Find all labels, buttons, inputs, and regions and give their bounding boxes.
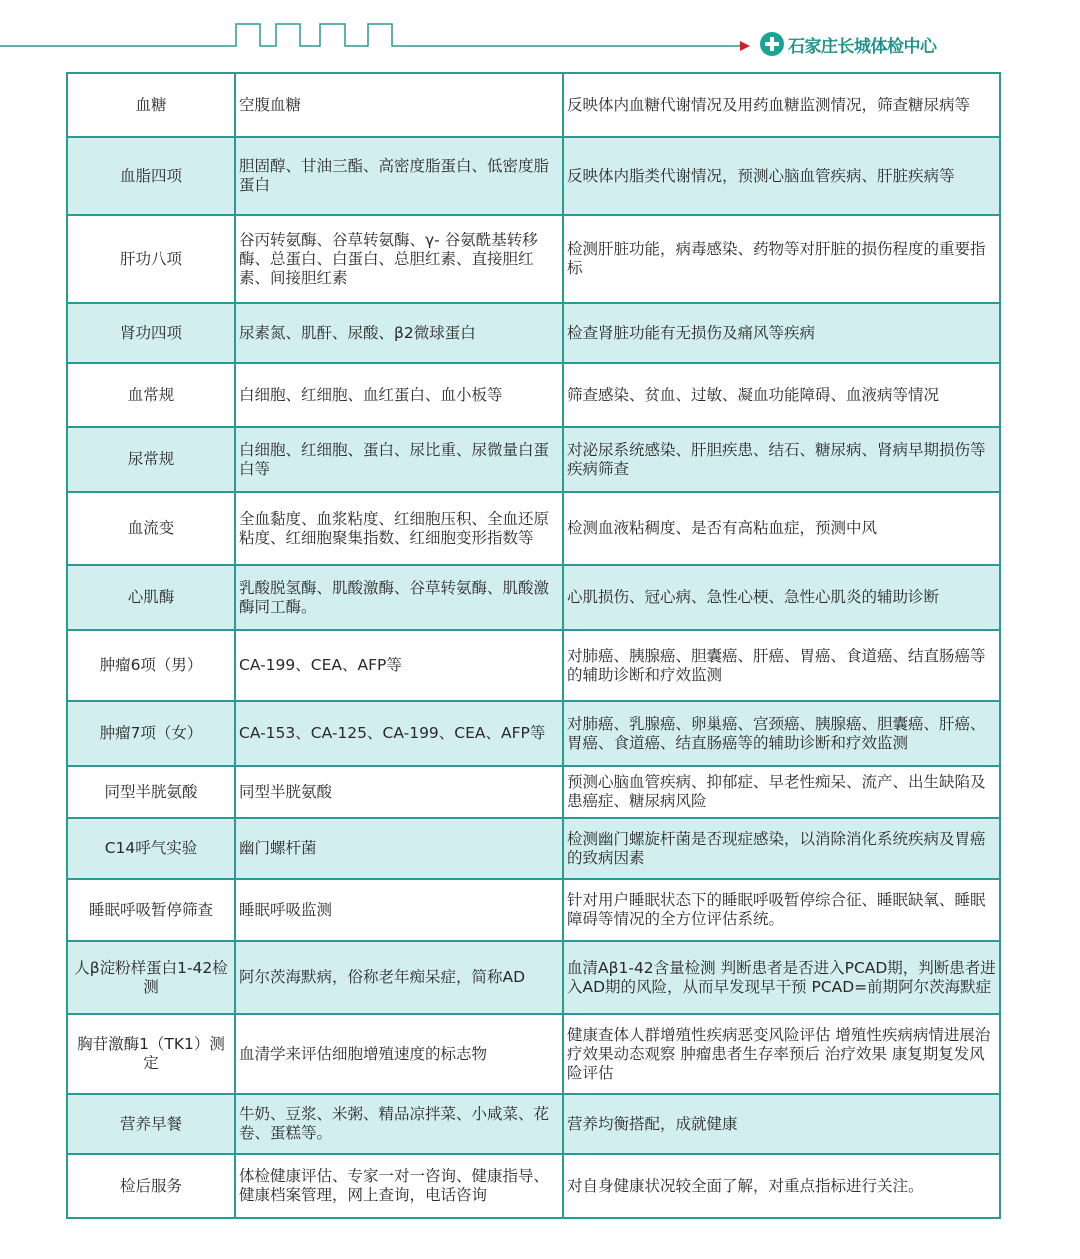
item-name: 肿瘤6项（男） [67,630,235,701]
item-name: 血脂四项 [67,137,235,215]
item-name: 肿瘤7项（女） [67,701,235,766]
item-content: 胆固醇、甘油三酯、高密度脂蛋白、低密度脂蛋白 [235,137,563,215]
header-arrow-icon [740,41,750,51]
item-purpose: 预测心脑血管疾病、抑郁症、早老性痴呆、流产、出生缺陷及患癌症、糖尿病风险 [563,766,1000,818]
exam-items-table [66,72,1001,1219]
item-purpose: 对泌尿系统感染、肝胆疾患、结石、糖尿病、肾病早期损伤等疾病筛查 [563,427,1000,492]
medical-cross-icon [760,32,784,56]
item-content: CA-199、CEA、AFP等 [235,630,563,701]
item-content: 睡眠呼吸监测 [235,879,563,941]
item-purpose: 针对用户睡眠状态下的睡眠呼吸暂停综合征、睡眠缺氧、睡眠障碍等情况的全方位评估系统。 [563,879,1000,941]
item-content: 乳酸脱氢酶、肌酸激酶、谷草转氨酶、肌酸激酶同工酶。 [235,565,563,630]
item-name: 肝功八项 [67,215,235,303]
item-purpose: 心肌损伤、冠心病、急性心梗、急性心肌炎的辅助诊断 [563,565,1000,630]
brand-logo [760,30,937,58]
item-content: 血清学来评估细胞增殖速度的标志物 [235,1014,563,1094]
item-content: 幽门螺杆菌 [235,818,563,879]
item-content: CA-153、CA-125、CA-199、CEA、AFP等 [235,701,563,766]
item-content: 谷丙转氨酶、谷草转氨酶、γ- 谷氨酰基转移酶、总蛋白、白蛋白、总胆红素、直接胆红素、间接胆红素 [235,215,563,303]
item-purpose: 反映体内血糖代谢情况及用药血糖监测情况，筛查糖尿病等 [563,73,1000,137]
item-purpose: 检测肝脏功能，病毒感染、药物等对肝脏的损伤程度的重要指标 [563,215,1000,303]
item-name: 血常规 [67,363,235,427]
item-content: 白细胞、红细胞、蛋白、尿比重、尿微量白蛋白等 [235,427,563,492]
item-content: 全血黏度、血浆粘度、红细胞压积、全血还原粘度、红细胞聚集指数、红细胞变形指数等 [235,492,563,565]
brand-name: 石家庄长城体检中心 [788,36,937,57]
item-purpose: 对肺癌、乳腺癌、卵巢癌、宫颈癌、胰腺癌、胆囊癌、肝癌、胃癌、食道癌、结直肠癌等的辅助诊断和疗效监测 [563,701,1000,766]
item-name: 检后服务 [67,1154,235,1218]
item-name: 胸苷激酶1（TK1）测定 [67,1014,235,1094]
item-content: 白细胞、红细胞、血红蛋白、血小板等 [235,363,563,427]
item-purpose: 血清Aβ1-42含量检测 判断患者是否进入PCAD期，判断患者进入AD期的风险，从而早发现早干预 PCAD=前期阿尔茨海默症 [563,941,1000,1014]
item-name: 人β淀粉样蛋白1-42检测 [67,941,235,1014]
item-content: 体检健康评估、专家一对一咨询、健康指导、健康档案管理，网上查询，电话咨询 [235,1154,563,1218]
item-name: 血流变 [67,492,235,565]
item-name: C14呼气实验 [67,818,235,879]
item-name: 尿常规 [67,427,235,492]
item-name: 肾功四项 [67,303,235,363]
item-name: 营养早餐 [67,1094,235,1154]
item-name: 血糖 [67,73,235,137]
header-line [0,24,740,46]
item-name: 同型半胱氨酸 [67,766,235,818]
item-purpose: 检测血液粘稠度、是否有高粘血症，预测中风 [563,492,1000,565]
item-name: 睡眠呼吸暂停筛查 [67,879,235,941]
page-header [0,0,1080,70]
item-purpose: 检查肾脏功能有无损伤及痛风等疾病 [563,303,1000,363]
item-purpose: 检测幽门螺旋杆菌是否现症感染，以消除消化系统疾病及胃癌的致病因素 [563,818,1000,879]
item-purpose: 反映体内脂类代谢情况，预测心脑血管疾病、肝脏疾病等 [563,137,1000,215]
item-content: 阿尔茨海默病，俗称老年痴呆症，简称AD [235,941,563,1014]
item-content: 牛奶、豆浆、米粥、精品凉拌菜、小咸菜、花卷、蛋糕等。 [235,1094,563,1154]
item-content: 尿素氮、肌酐、尿酸、β2微球蛋白 [235,303,563,363]
item-content: 空腹血糖 [235,73,563,137]
item-name: 心肌酶 [67,565,235,630]
item-purpose: 营养均衡搭配，成就健康 [563,1094,1000,1154]
item-purpose: 健康查体人群增殖性疾病恶变风险评估 增殖性疾病病情进展治疗效果动态观察 肿瘤患者生存率预后 治疗效果 康复期复发风险评估 [563,1014,1000,1094]
item-purpose: 筛查感染、贫血、过敏、凝血功能障碍、血液病等情况 [563,363,1000,427]
item-content: 同型半胱氨酸 [235,766,563,818]
item-purpose: 对肺癌、胰腺癌、胆囊癌、肝癌、胃癌、食道癌、结直肠癌等的辅助诊断和疗效监测 [563,630,1000,701]
item-purpose: 对自身健康状况较全面了解，对重点指标进行关注。 [563,1154,1000,1218]
